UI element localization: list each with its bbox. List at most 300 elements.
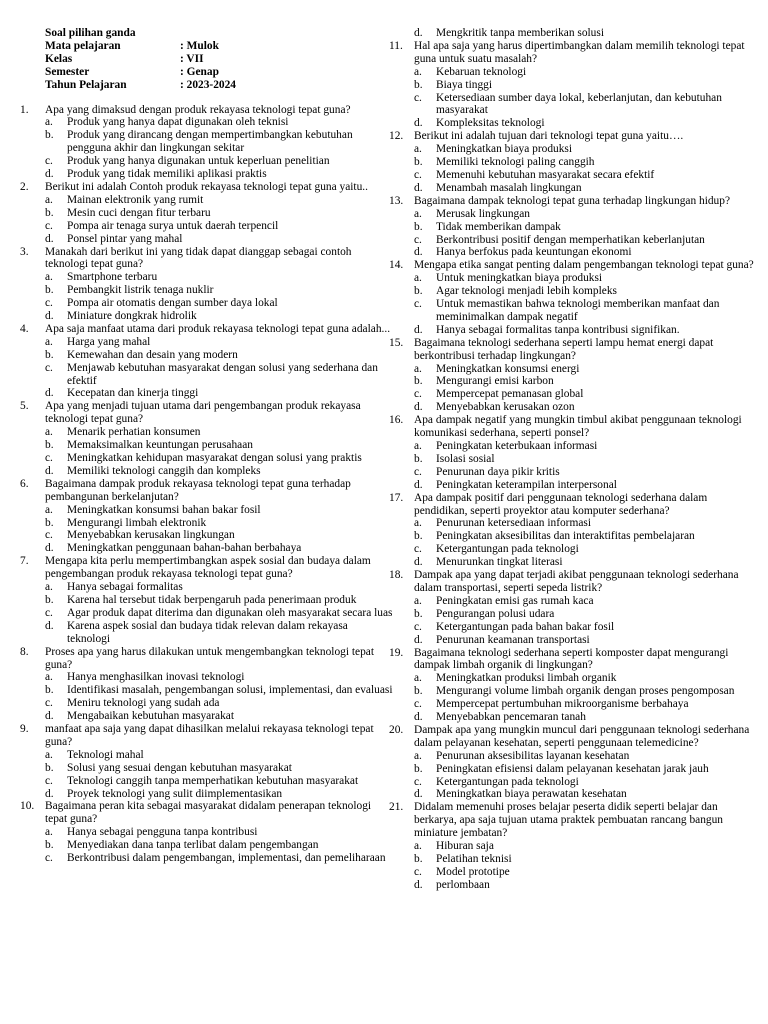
question-row	[389, 130, 761, 143]
option-label: a.	[45, 671, 53, 684]
option-text: Teknologi canggih tanpa memperhatikan kebutuhan masyarakat	[67, 774, 359, 787]
option-label: d.	[45, 310, 54, 323]
option-text: Mengurangi emisi karbon	[436, 375, 554, 388]
option-text: Hanya sebagai formalitas tanpa kontribusi signifikan.	[436, 323, 680, 336]
option-label: c.	[414, 775, 422, 788]
option-text: Smartphone terbaru	[67, 271, 158, 284]
option-label: a.	[414, 594, 422, 607]
option-label: a.	[414, 440, 422, 452]
option-label: c.	[45, 606, 53, 619]
option-text: Menambah masalah lingkungan	[436, 181, 582, 194]
question-row	[389, 647, 761, 673]
option-text: Mengurangi limbah elektronik	[67, 516, 207, 529]
option-text: Pembangkit listrik tenaga nuklir	[67, 284, 214, 297]
option-row	[45, 129, 393, 155]
option-row	[414, 182, 761, 195]
option-label: c.	[45, 155, 53, 168]
question-4	[20, 323, 393, 400]
option-text: Produk yang hanya digunakan untuk keperluan penelitian	[67, 155, 330, 168]
option-text: Pompa air otomatis dengan sumber daya lokal	[67, 297, 278, 310]
option-row	[414, 866, 761, 879]
option-row	[414, 401, 761, 414]
question-text: Bagaimana dampak produk rekayasa teknologi tepat guna terhadap pembangunan berkelanjutan?	[45, 477, 351, 503]
header-value: : Genap	[180, 65, 219, 78]
option-text: Peningkatan efisiensi dalam pelayanan kesehatan jarak jauh	[436, 762, 709, 775]
option-label: c.	[45, 697, 53, 710]
option-row	[414, 608, 761, 621]
question-row	[389, 492, 761, 518]
option-text: Mengkritik tanpa memberikan solusi	[436, 27, 604, 39]
option-row	[414, 595, 761, 608]
option-row	[45, 542, 393, 555]
option-label: b.	[414, 530, 423, 543]
option-row	[45, 168, 393, 181]
option-row	[45, 671, 393, 684]
question-row	[20, 323, 393, 336]
question-9	[20, 723, 393, 800]
question-number: 5.	[20, 400, 29, 413]
option-label: a.	[414, 65, 422, 78]
option-row	[414, 208, 761, 221]
option-text: Peningkatan keterbukaan informasi	[436, 440, 598, 452]
option-row	[414, 530, 761, 543]
option-row	[45, 116, 393, 129]
option-row	[45, 284, 393, 297]
option-text: Mesin cuci dengan fitur terbaru	[67, 206, 211, 219]
option-label: a.	[45, 426, 53, 439]
option-row	[45, 788, 393, 801]
question-text: Hal apa saja yang harus dipertimbangkan dalam memilih teknologi tepat guna untuk suatu masalah?	[414, 39, 745, 65]
option-row	[45, 465, 393, 478]
question-text: Manakah dari berikut ini yang tidak dapat dianggap sebagai contoh teknologi tepat guna?	[45, 245, 352, 271]
option-text: Peningkatan emisi gas rumah kaca	[436, 594, 594, 607]
option-label: c.	[45, 219, 53, 232]
question-text: Didalam memenuhi proses belajar peserta didik seperti belajar dan berkarya, apa saja tujuan utama praktek pembuatan rancang bangun miniature jembatan?	[414, 801, 723, 840]
option-text: Meningkatkan biaya produksi	[436, 143, 573, 156]
option-label: a.	[414, 749, 422, 762]
option-label: a.	[45, 581, 53, 594]
option-row	[414, 92, 761, 118]
option-label: d.	[45, 542, 54, 555]
question-row	[20, 246, 393, 272]
option-text: Harga yang mahal	[67, 335, 151, 348]
option-row	[414, 634, 761, 647]
option-row	[45, 194, 393, 207]
question-text: Dampak apa yang mungkin muncul dari penggunaan teknologi sederhana dalam pelayanan kesehatan, seperti penggunaan telemedicine?	[414, 723, 750, 749]
option-label: a.	[414, 840, 422, 853]
option-text: Penurunan keamanan transportasi	[436, 633, 590, 646]
option-text: Peningkatan aksesibilitas dan interaktifitas pembelajaran	[436, 530, 695, 543]
option-label: a.	[414, 362, 422, 375]
question-number: 4.	[20, 322, 29, 335]
option-label: b.	[45, 593, 54, 606]
option-text: Menurunkan tingkat literasi	[436, 556, 563, 569]
option-text: Hiburan saja	[436, 840, 494, 853]
option-row	[414, 840, 761, 853]
option-row	[45, 826, 393, 839]
option-label: b.	[414, 375, 423, 388]
option-label: c.	[45, 452, 53, 464]
option-text: Ketergantungan pada teknologi	[436, 775, 579, 788]
option-row	[45, 426, 393, 439]
option-label: c.	[45, 774, 53, 787]
question-12	[389, 130, 761, 195]
option-text: Pelatihan teknisi	[436, 853, 512, 865]
question-20	[389, 724, 761, 801]
option-row	[414, 246, 761, 259]
option-label: b.	[45, 839, 54, 852]
option-row	[414, 156, 761, 169]
option-text: Isolasi sosial	[436, 452, 495, 465]
question-text: Dampak apa yang dapat terjadi akibat penggunaan teknologi sederhana dalam transportasi, seperti sepeda listrik?	[414, 569, 739, 594]
option-text: Menyediakan dana tanpa terlibat dalam pengembangan	[67, 839, 319, 852]
header-value: : 2023-2024	[180, 78, 236, 91]
option-label: c.	[45, 852, 53, 865]
option-text: Memiliki teknologi paling canggih	[436, 156, 595, 169]
header-row	[45, 79, 393, 92]
question-number: 16.	[389, 414, 404, 427]
header-key: Mata pelajaran	[45, 39, 121, 52]
question-text: Bagaimana teknologi sederhana seperti komposter dapat mengurangi dampak limbah organik di lingkungan?	[414, 646, 729, 672]
question-number: 12.	[389, 130, 404, 143]
header-key: Semester	[45, 65, 90, 78]
option-text: Hanya berfokus pada keuntungan ekonomi	[436, 246, 632, 259]
option-text: Kemewahan dan desain yang modern	[67, 348, 238, 361]
option-text: Untuk meningkatkan biaya produksi	[436, 272, 603, 285]
option-row	[414, 685, 761, 698]
option-text: Memiliki teknologi canggih dan kompleks	[67, 464, 261, 477]
question-number: 15.	[389, 336, 404, 349]
option-row	[414, 466, 761, 479]
question-row	[20, 800, 393, 826]
question-row	[389, 414, 761, 440]
question-21	[389, 801, 761, 891]
option-row	[45, 452, 393, 465]
option-row	[414, 285, 761, 298]
option-label: c.	[414, 91, 422, 104]
option-row	[414, 375, 761, 388]
option-label: a.	[45, 826, 53, 839]
option-row	[45, 517, 393, 530]
option-text: perlombaan	[436, 878, 490, 891]
question-15	[389, 337, 761, 414]
option-row	[414, 750, 761, 763]
option-label: b.	[414, 285, 423, 298]
option-label: b.	[414, 607, 423, 620]
option-text: Teknologi mahal	[67, 748, 144, 761]
option-text: Proyek teknologi yang sulit diimplementasikan	[67, 787, 283, 800]
option-text: Peningkatan keterampilan interpersonal	[436, 478, 617, 491]
question-text: Proses apa yang harus dilakukan untuk mengembangkan teknologi tepat guna?	[45, 645, 374, 671]
option-text: Miniature dongkrak hidrolik	[67, 310, 197, 323]
option-row	[414, 517, 761, 530]
option-label: c.	[414, 543, 422, 556]
option-label: a.	[414, 143, 422, 156]
option-label: a.	[45, 335, 53, 348]
question-13	[389, 195, 761, 260]
option-label: b.	[414, 78, 423, 91]
option-row	[45, 697, 393, 710]
option-label: c.	[45, 529, 53, 542]
option-text: Model prototipe	[436, 865, 510, 878]
option-row	[45, 387, 393, 400]
option-label: b.	[45, 129, 54, 142]
option-label: c.	[414, 168, 422, 181]
left-column	[20, 27, 393, 865]
question-3	[20, 246, 393, 323]
left-question-list	[20, 104, 393, 865]
question-row	[20, 104, 393, 117]
question-16	[389, 414, 761, 491]
question-number: 1.	[20, 103, 29, 116]
right-question-list	[389, 40, 761, 892]
option-text: Solusi yang sesuai dengan kebutuhan masyarakat	[67, 761, 292, 774]
header-key: Tahun Pelajaran	[45, 78, 127, 91]
question-row	[389, 724, 761, 750]
option-label: d.	[414, 478, 423, 491]
option-row	[414, 221, 761, 234]
option-label: d.	[414, 323, 423, 336]
option-label: d.	[45, 232, 54, 245]
option-label: a.	[45, 748, 53, 761]
option-row	[45, 620, 393, 646]
question-text: Berikut ini adalah Contoh produk rekayasa teknologi tepat guna yaitu..	[45, 180, 368, 193]
option-row	[45, 749, 393, 762]
question-number: 6.	[20, 477, 29, 490]
right-column	[389, 27, 761, 892]
option-row	[414, 453, 761, 466]
option-label: b.	[414, 762, 423, 775]
question-number: 19.	[389, 646, 404, 659]
option-text: Meningkatkan konsumsi bahan bakar fosil	[67, 503, 261, 516]
option-row	[414, 298, 761, 324]
header-value: : Mulok	[180, 39, 219, 52]
option-row	[45, 349, 393, 362]
option-label: b.	[45, 439, 54, 452]
option-text: Agar teknologi menjadi lebih kompleks	[436, 285, 617, 298]
option-text: Agar produk dapat diterima dan digunakan oleh masyarakat secara luas	[67, 606, 393, 619]
option-text: Memaksimalkan keuntungan perusahaan	[67, 439, 253, 452]
option-row	[45, 852, 393, 865]
option-label: c.	[414, 388, 422, 401]
option-label: b.	[414, 220, 423, 233]
option-text: Biaya tinggi	[436, 78, 492, 91]
option-row	[414, 788, 761, 801]
question-2	[20, 181, 393, 246]
option-text: Menarik perhatian konsumen	[67, 426, 201, 439]
option-text: Menjawab kebutuhan masyarakat dengan solusi yang sederhana dan efektif	[67, 361, 378, 387]
question-text: Apa yang menjadi tujuan utama dari pengembangan produk rekayasa teknologi tepat guna?	[45, 400, 361, 426]
option-text: Menyebabkan kerusakan lingkungan	[67, 529, 235, 542]
header-row	[45, 40, 393, 53]
question-14	[389, 259, 761, 336]
header-info	[45, 40, 393, 92]
question-text: Bagaimana dampak teknologi tepat guna terhadap lingkungan hidup?	[414, 194, 730, 207]
option-row	[45, 207, 393, 220]
option-text: Ketergantungan pada bahan bakar fosil	[436, 620, 615, 633]
option-text: Produk yang hanya dapat digunakan oleh teknisi	[67, 116, 289, 129]
option-label: c.	[414, 465, 422, 478]
question-text: Bagaimana teknologi sederhana seperti lampu hemat energi dapat berkontribusi terhadap lingkungan?	[414, 336, 714, 362]
option-text: Kecepatan dan kinerja tinggi	[67, 387, 199, 400]
option-row	[414, 672, 761, 685]
question-row	[20, 478, 393, 504]
option-row	[414, 117, 761, 130]
question-row	[20, 646, 393, 672]
option-row	[45, 775, 393, 788]
option-label: c.	[414, 233, 422, 246]
option-label: a.	[414, 672, 422, 685]
question-19	[389, 647, 761, 724]
question-number: 17.	[389, 491, 404, 504]
option-label: d.	[414, 878, 423, 891]
option-label: b.	[45, 516, 54, 529]
question-number: 11.	[389, 39, 403, 52]
option-text: Meningkatkan penggunaan bahan-bahan berbahaya	[67, 542, 302, 555]
option-text: Ketersediaan sumber daya lokal, keberlanjutan, dan kebutuhan masyarakat	[436, 91, 722, 117]
option-label: c.	[414, 298, 422, 311]
option-label: a.	[45, 271, 53, 284]
option-label: d.	[45, 710, 54, 723]
option-text: Penurunan daya pikir kritis	[436, 465, 560, 478]
option-row	[45, 233, 393, 246]
option-label: d.	[45, 387, 54, 400]
option-text: Menyebabkan pencemaran tanah	[436, 711, 586, 724]
option-row	[414, 324, 761, 337]
option-row	[45, 684, 393, 697]
question-row	[389, 337, 761, 363]
option-row	[45, 762, 393, 775]
option-label: d.	[414, 117, 423, 130]
option-row	[45, 362, 393, 388]
option-row	[414, 234, 761, 247]
option-row	[414, 363, 761, 376]
option-label: c.	[45, 361, 53, 374]
option-text: Untuk memastikan bahwa teknologi memberikan manfaat dan meminimalkan dampak negatif	[436, 298, 720, 323]
question-text: Apa dampak negatif yang mungkin timbul akibat penggunaan teknologi komunikasi sederhana, seperti ponsel?	[414, 414, 742, 440]
header-spacer	[20, 92, 393, 104]
option-text: Ponsel pintar yang mahal	[67, 232, 183, 245]
option-text: Tidak memberikan dampak	[436, 220, 561, 233]
option-label: a.	[414, 517, 422, 530]
option-text: Produk yang tidak memiliki aplikasi praktis	[67, 168, 267, 181]
question-text: Mengapa etika sangat penting dalam pengembangan teknologi tepat guna?	[414, 259, 754, 272]
option-label: c.	[414, 620, 422, 633]
question-text: manfaat apa saja yang dapat dihasilkan melalui rekayasa teknologi tepat guna?	[45, 723, 374, 748]
option-row	[414, 169, 761, 182]
question-number: 13.	[389, 194, 404, 207]
option-row	[414, 853, 761, 866]
option-row	[414, 879, 761, 892]
option-label: d.	[414, 556, 423, 569]
option-row	[414, 698, 761, 711]
option-row	[414, 621, 761, 634]
option-row	[414, 440, 761, 453]
option-text: Berkontribusi positif dengan memperhatikan keberlanjutan	[436, 233, 705, 246]
option-label: c.	[414, 698, 422, 711]
option-text: Meningkatkan kehidupan masyarakat dengan solusi yang praktis	[67, 452, 362, 464]
header-row	[45, 66, 393, 79]
option-label: a.	[414, 272, 422, 285]
option-row	[45, 594, 393, 607]
option-label: a.	[45, 503, 53, 516]
header-key: Kelas	[45, 52, 73, 65]
question-row	[20, 181, 393, 194]
question-row	[389, 801, 761, 840]
option-row	[45, 297, 393, 310]
exam-header	[45, 27, 393, 92]
question-row	[389, 569, 761, 595]
question-8	[20, 646, 393, 723]
question-row	[20, 400, 393, 426]
option-label: b.	[414, 452, 423, 465]
option-text: Merusak lingkungan	[436, 207, 530, 220]
option-label: a.	[414, 207, 422, 220]
option-label: c.	[414, 865, 422, 878]
question-row	[389, 40, 761, 66]
option-row-carryover	[414, 27, 761, 40]
question-row	[20, 555, 393, 581]
option-row	[45, 439, 393, 452]
option-label: c.	[45, 297, 53, 310]
option-label: d.	[45, 168, 54, 181]
option-text: Kebaruan teknologi	[436, 65, 527, 78]
question-6	[20, 478, 393, 555]
option-label: d.	[45, 464, 54, 477]
option-text: Identifikasi masalah, pengembangan solusi, implementasi, dan evaluasi	[67, 684, 393, 697]
header-title: Soal pilihan ganda	[45, 27, 136, 39]
option-text: Mengabaikan kebutuhan masyarakat	[67, 710, 234, 723]
option-label: d.	[414, 788, 423, 801]
question-17	[389, 492, 761, 569]
option-text: Meningkatkan konsumsi energi	[436, 362, 580, 375]
option-label: a.	[45, 116, 53, 129]
option-row	[414, 543, 761, 556]
question-number: 18.	[389, 569, 404, 582]
option-text: Mempercepat pemanasan global	[436, 388, 584, 401]
option-text: Mengurangi volume limbah organik dengan proses pengomposan	[436, 685, 735, 698]
question-text: Apa yang dimaksud dengan produk rekayasa teknologi tepat guna?	[45, 103, 351, 116]
option-text: Meningkatkan biaya perawatan kesehatan	[436, 788, 627, 801]
option-text: Pengurangan polusi udara	[436, 607, 555, 620]
option-text: Berkontribusi dalam pengembangan, implementasi, dan pemeliharaan	[67, 852, 386, 865]
option-row	[45, 155, 393, 168]
option-label: d.	[414, 401, 423, 414]
question-number: 3.	[20, 245, 29, 258]
option-label: d.	[414, 27, 423, 39]
option-label: b.	[45, 206, 54, 219]
option-label: b.	[414, 685, 423, 698]
question-row	[389, 195, 761, 208]
option-row	[45, 220, 393, 233]
option-row	[414, 66, 761, 79]
option-row	[45, 271, 393, 284]
option-text: Menyebabkan kerusakan ozon	[436, 401, 575, 414]
question-text: Bagaimana peran kita sebagai masyarakat didalam penerapan teknologi tepat guna?	[45, 800, 372, 826]
header-value: : VII	[180, 52, 204, 65]
option-row	[414, 556, 761, 569]
option-row	[45, 504, 393, 517]
question-text: Apa saja manfaat utama dari produk rekayasa teknologi tepat guna adalah...	[45, 322, 391, 335]
question-number: 14.	[389, 259, 404, 272]
option-text: Penurunan aksesibilitas layanan kesehatan	[436, 749, 630, 762]
question-text: Berikut ini adalah tujuan dari teknologi tepat guna yaitu….	[414, 130, 684, 143]
option-label: b.	[45, 761, 54, 774]
question-number: 8.	[20, 645, 29, 658]
option-row	[45, 336, 393, 349]
option-row	[414, 79, 761, 92]
question-number: 2.	[20, 180, 29, 193]
